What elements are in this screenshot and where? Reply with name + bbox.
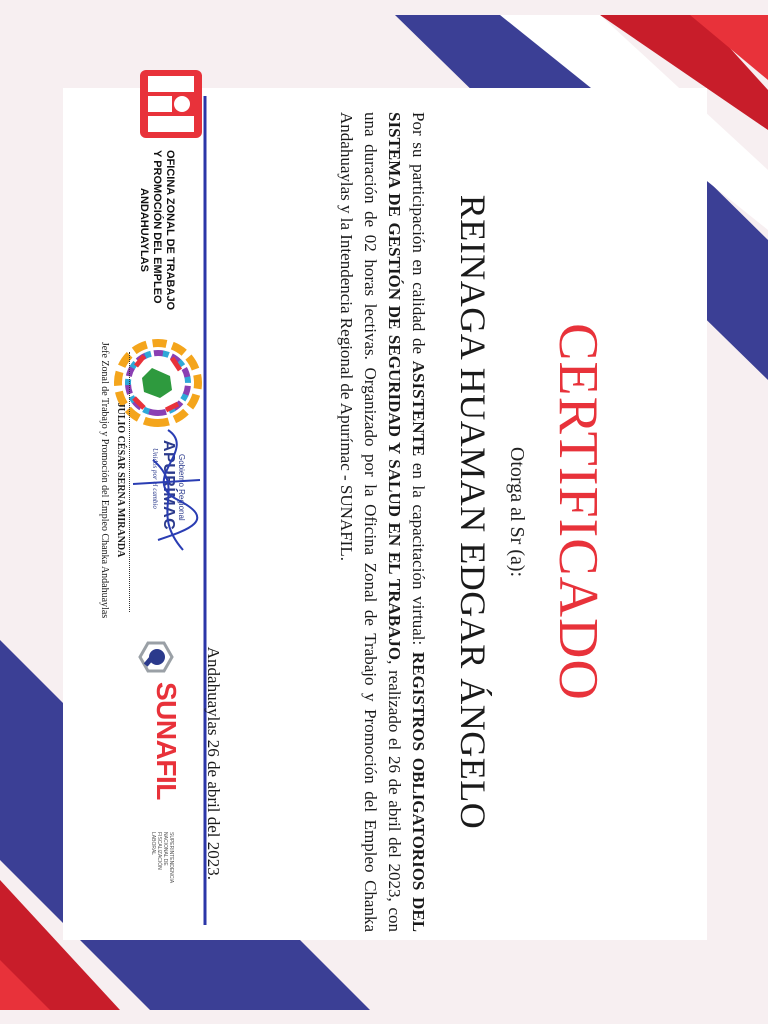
sunafil-q-logo bbox=[133, 640, 174, 674]
sunafil-name: SUNAFIL bbox=[151, 682, 182, 800]
oficina-emblem-icon bbox=[138, 68, 204, 140]
signature-mark bbox=[128, 420, 208, 560]
signer-role: Jefe Zonal de Trabajo y Promoción del Empleo Chanka Andahuaylas bbox=[99, 341, 110, 619]
sunafil-q-icon bbox=[138, 640, 174, 674]
oficina-line-1: OFICINA ZONAL DE TRABAJO bbox=[164, 150, 176, 311]
certificate-body bbox=[334, 112, 430, 932]
body-course-intro: en la capacitación virtual: bbox=[409, 456, 428, 652]
participant-role: ASISTENTE bbox=[409, 360, 428, 457]
gobierno-regional-tagline: Unidos por el cambio bbox=[151, 448, 159, 509]
sunafil-sub-4: LABORAL bbox=[150, 832, 156, 856]
sunafil-sub-2: NACIONAL DE bbox=[162, 832, 168, 866]
oficina-name bbox=[137, 150, 176, 350]
course-name: REGISTROS OBLIGATORIOS DEL SISTEMA DE GESTIÓN DE SEGURIDAD Y SALUD EN EL TRABAJO bbox=[385, 112, 428, 932]
sunafil-sub-3: FISCALIZACIÓN bbox=[156, 832, 162, 870]
gobierno-regional-name: APURÍMAC bbox=[160, 440, 177, 531]
sunafil-subtitle bbox=[150, 832, 174, 882]
signature-line bbox=[129, 352, 130, 612]
andahuaylas-emblem-icon bbox=[114, 338, 202, 428]
oficina-logo bbox=[133, 68, 204, 140]
signer-name: JULIO CÉSAR SERNA MIRANDA bbox=[115, 402, 126, 558]
oficina-line-2: Y PROMOCIÓN DEL EMPLEO bbox=[151, 150, 163, 304]
oficina-line-3: ANDAHUAYLAS bbox=[138, 188, 150, 272]
sunafil-sub-1: SUPERINTENDENCIA bbox=[168, 832, 174, 884]
recipient-name: REINAGA HUAMAN EDGAR ÁNGELO bbox=[453, 194, 493, 830]
sunafil-logo bbox=[150, 682, 182, 800]
body-details: , realizado el 26 de abril del 2023, con una duración de 02 horas lectivas. Organizado por la Oficina Zonal de Trabajo y Promoción del Empleo Chanka Andahuaylas y la Intendencia Regional de Apurímac - SUNAFIL. bbox=[337, 112, 404, 932]
gobierno-regional-label: Gobierno Regional bbox=[177, 454, 186, 521]
issue-date: Andahuaylas 26 de abril del 2023. bbox=[204, 646, 223, 880]
certificate-title: CERTIFICADO bbox=[547, 323, 609, 701]
award-line: Otorga al Sr (a): bbox=[506, 446, 528, 578]
body-intro: Por su participación en calidad de bbox=[409, 112, 428, 361]
